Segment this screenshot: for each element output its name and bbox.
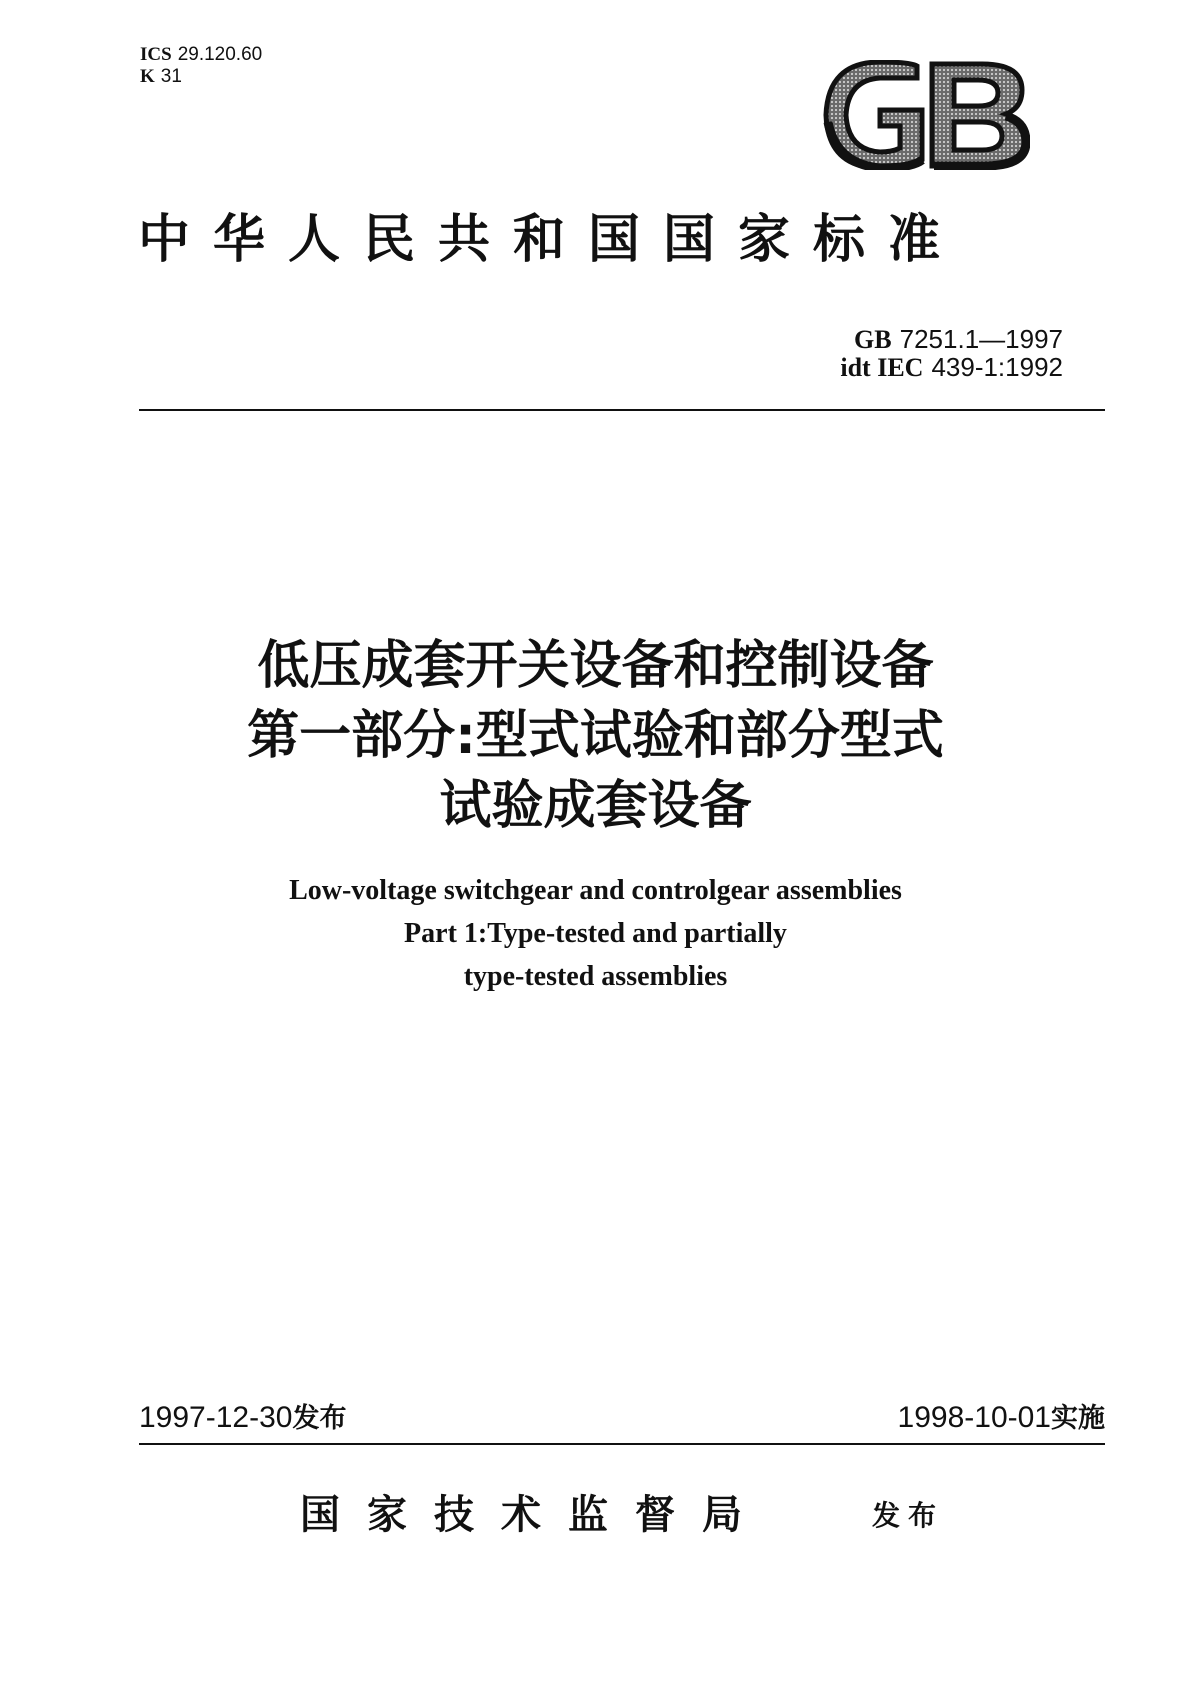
ics-value: 29.120.60 [177, 44, 263, 65]
k-label: K [140, 66, 155, 87]
implementation-date-value: 1998-10-01 [897, 1401, 1051, 1434]
issue-date-suffix: 发布 [292, 1403, 347, 1434]
standard-number-prefix: GB [854, 325, 892, 354]
title-cn-line-3: 试验成套设备 [439, 776, 752, 836]
title-cn-line-2: 第一部分:型式试验和部分型式 [247, 706, 944, 766]
issue-date-value: 1997-12-30 [139, 1401, 293, 1434]
issuing-authority-suffix: 发布 [872, 1499, 945, 1532]
bottom-divider [139, 1443, 1105, 1445]
title-cn-line-1: 低压成套开关设备和控制设备 [257, 636, 934, 696]
standard-number [854, 324, 1063, 355]
top-divider [139, 409, 1105, 411]
title-en-line-1: Low-voltage switchgear and controlgear assemblies [289, 875, 902, 906]
national-standard-title: 中华人民共和国国家标准 [138, 209, 964, 270]
adoption-value: 439-1:1992 [931, 352, 1063, 382]
k-code [140, 66, 182, 88]
title-en-line-2: Part 1:Type-tested and partially [404, 918, 787, 949]
implementation-date [898, 1400, 1105, 1437]
issuing-authority: 国家技术监督局 [300, 1491, 769, 1538]
adoption-reference [840, 352, 1063, 383]
implementation-date-suffix: 实施 [1051, 1403, 1105, 1434]
issue-date [139, 1400, 346, 1437]
k-value: 31 [160, 66, 182, 87]
ics-code [140, 44, 262, 66]
adoption-prefix: idt IEC [840, 353, 924, 382]
title-en-line-3: type-tested assemblies [463, 961, 728, 992]
ics-label: ICS [140, 44, 172, 65]
gb-logo-icon [822, 60, 1030, 170]
standard-number-value: 7251.1—1997 [899, 324, 1063, 354]
